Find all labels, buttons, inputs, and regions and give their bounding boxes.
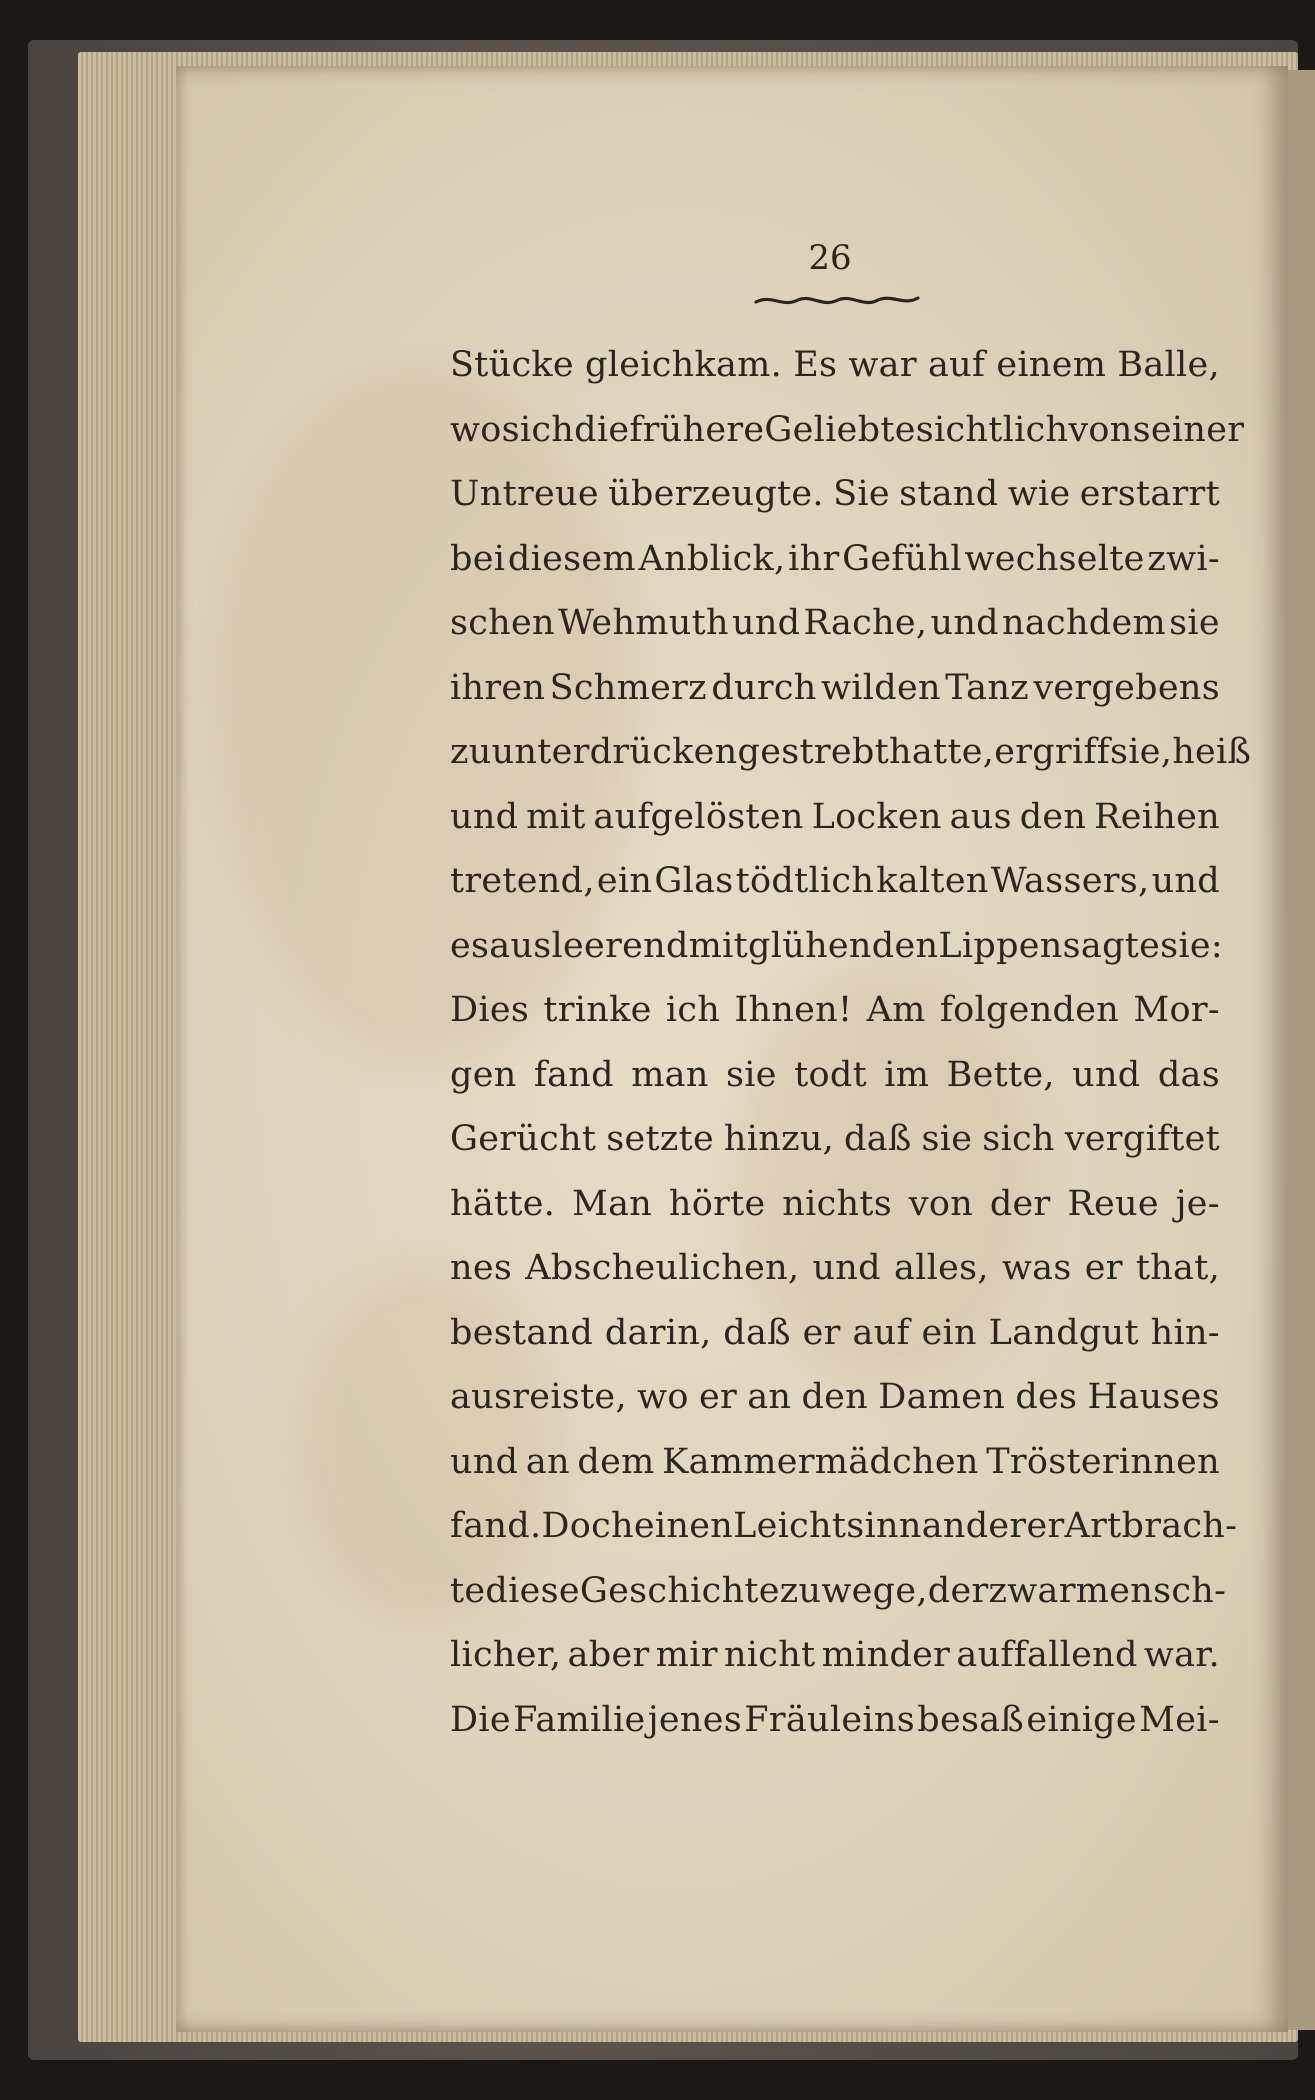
text-line	[450, 345, 1220, 410]
word: hatte,	[889, 732, 995, 772]
word: Mei-	[1139, 1699, 1220, 1740]
word: mir	[655, 1635, 718, 1675]
word: an	[525, 1441, 570, 1482]
word: ein	[921, 1312, 977, 1353]
word: nicht	[723, 1635, 816, 1675]
word: Tanz	[945, 667, 1029, 708]
word: und	[450, 1441, 519, 1482]
word: einem	[996, 345, 1107, 385]
word: den	[1019, 796, 1087, 837]
word: ich	[665, 990, 721, 1030]
word: mensch-	[1075, 1570, 1227, 1611]
word: vergiftet	[1064, 1119, 1220, 1159]
word: Man	[571, 1183, 653, 1224]
word: im	[884, 1054, 930, 1095]
word: sie,	[1109, 732, 1173, 772]
body-text	[450, 345, 1252, 1764]
word: und	[450, 796, 519, 837]
word: ausleerend	[489, 925, 689, 966]
word: einige	[1026, 1699, 1137, 1740]
text-line	[450, 1248, 1220, 1313]
word: fand.	[450, 1506, 542, 1546]
word: kalten	[876, 861, 989, 901]
word: glühenden	[748, 925, 939, 966]
word: Geliebte	[764, 409, 916, 450]
word: unterdrücken	[491, 732, 738, 772]
word: Leichtsinn	[733, 1506, 922, 1546]
text-line	[450, 474, 1220, 539]
word: sagte	[1062, 925, 1161, 966]
word: nes	[450, 1248, 513, 1288]
word: von	[908, 1183, 974, 1224]
word: diesem	[507, 538, 636, 579]
word: diese	[485, 1570, 580, 1611]
word: sie	[726, 1054, 777, 1095]
text-line	[450, 1506, 1238, 1571]
word: aber	[567, 1635, 650, 1675]
word: wo	[637, 1377, 689, 1417]
word: Glas	[654, 861, 734, 901]
text-line	[450, 990, 1220, 1055]
word: mit	[526, 796, 586, 837]
word: hörte	[668, 1183, 766, 1224]
text-line	[450, 861, 1220, 926]
word: Am	[866, 990, 926, 1030]
word: Art	[1064, 1506, 1122, 1546]
word: heiß	[1172, 732, 1252, 772]
word: ausreiste,	[450, 1377, 627, 1417]
text-line	[450, 925, 1224, 991]
word: zwar	[988, 1570, 1076, 1611]
word: wechselte	[964, 538, 1145, 579]
word: Balle,	[1117, 345, 1220, 385]
word: vergebens	[1033, 667, 1220, 708]
word: Gerücht	[450, 1119, 597, 1159]
text-line	[450, 1055, 1220, 1120]
word: Reue	[1067, 1183, 1159, 1224]
word: gestrebt	[737, 732, 889, 772]
word: Ihnen!	[734, 990, 853, 1030]
word: hin-	[1150, 1312, 1220, 1353]
word: folgenden	[939, 990, 1120, 1030]
word: nachdem	[1002, 603, 1167, 643]
word: besaß	[917, 1699, 1025, 1740]
word: alles,	[893, 1248, 989, 1288]
word: aus	[949, 796, 1012, 837]
text-line	[450, 668, 1220, 733]
word: tödtlich	[735, 861, 875, 901]
word: Fräuleins	[744, 1699, 915, 1740]
word: und	[1072, 1054, 1141, 1095]
word: wilden	[821, 667, 941, 708]
word: einen	[633, 1506, 734, 1546]
word: auffallend	[956, 1635, 1138, 1675]
word: Locken	[811, 796, 942, 837]
word: Rache,	[803, 603, 928, 643]
word: man	[631, 1054, 709, 1095]
word: bei	[450, 538, 506, 579]
word: seiner	[1132, 409, 1245, 450]
word: der	[927, 1570, 989, 1611]
text-line	[450, 1700, 1220, 1765]
word: von	[1068, 409, 1133, 450]
word: hinzu,	[723, 1119, 835, 1159]
word: Wehmuth	[558, 603, 729, 643]
word: daß	[844, 1119, 912, 1159]
text-line	[450, 1119, 1220, 1184]
word: war.	[1143, 1635, 1220, 1675]
word: Wassers,	[990, 861, 1150, 901]
word: fand	[533, 1054, 614, 1095]
word: gleichkam.	[585, 345, 783, 385]
word: Es	[793, 345, 838, 385]
word: Anblick,	[638, 538, 786, 579]
word: Lippen	[938, 925, 1063, 966]
word: Untreue	[450, 474, 599, 514]
word: wie	[1007, 474, 1071, 514]
word: trinke	[543, 990, 652, 1030]
word: und	[731, 603, 801, 643]
word: that,	[1135, 1248, 1220, 1288]
word: Familie	[513, 1699, 646, 1740]
word: war	[848, 345, 917, 385]
word: die	[574, 409, 630, 450]
text-line	[450, 1442, 1220, 1507]
word: sichtlich	[915, 409, 1069, 450]
word: jenes	[647, 1699, 743, 1740]
word: an	[747, 1377, 792, 1417]
word: auf	[928, 345, 986, 385]
word: Stücke	[450, 345, 574, 385]
word: setzte	[606, 1119, 714, 1159]
word: Doch	[541, 1506, 634, 1546]
word: auf	[852, 1312, 910, 1353]
word: zu	[450, 732, 492, 772]
text-line	[450, 1184, 1220, 1249]
word: Bette,	[946, 1054, 1055, 1095]
word: Trösterinnen	[986, 1441, 1220, 1482]
word: Kammermädchen	[662, 1441, 979, 1482]
word: Landgut	[988, 1312, 1139, 1353]
word: sich	[982, 1119, 1055, 1159]
word: zwi-	[1147, 538, 1220, 579]
text-line	[450, 1635, 1220, 1700]
word: minder	[821, 1635, 951, 1675]
word: Sie	[833, 474, 890, 514]
word: er	[1084, 1248, 1123, 1288]
word: ihr	[788, 538, 840, 579]
word: gen	[450, 1054, 517, 1095]
word: ihren	[450, 667, 546, 708]
word: was	[1001, 1248, 1072, 1288]
word: licher,	[450, 1635, 562, 1675]
word: stand	[899, 474, 999, 514]
word: es	[450, 925, 490, 966]
word: frühere	[629, 409, 765, 450]
word: sie:	[1160, 925, 1224, 966]
word: Schmerz	[549, 667, 707, 708]
word: durch	[711, 667, 817, 708]
word: darin,	[604, 1312, 712, 1353]
word: er	[698, 1377, 737, 1417]
word: schen	[450, 603, 555, 643]
text-line	[450, 732, 1252, 797]
word: Mor-	[1133, 990, 1220, 1030]
text-line	[450, 1570, 1227, 1636]
text-line	[450, 539, 1220, 604]
word: Dies	[450, 990, 530, 1030]
word: Gefühl	[842, 538, 962, 579]
text-line	[450, 797, 1220, 862]
word: dem	[577, 1441, 655, 1482]
word: der	[989, 1183, 1051, 1224]
word: und	[930, 603, 999, 643]
word: und	[1151, 861, 1220, 901]
word: sie	[921, 1119, 973, 1159]
word: erstarrt	[1079, 474, 1220, 514]
word: tretend,	[450, 861, 595, 901]
word: ein	[596, 861, 653, 901]
word: mit	[688, 925, 749, 966]
word: anderer	[921, 1506, 1065, 1546]
word: das	[1157, 1054, 1220, 1095]
word: sich	[501, 409, 575, 450]
word: todt	[794, 1054, 867, 1095]
word: er	[802, 1312, 841, 1353]
word: nichts	[782, 1183, 892, 1224]
word: Geschichte	[579, 1570, 780, 1611]
word: te	[450, 1570, 486, 1611]
word: zuwege,	[779, 1570, 928, 1611]
text-line	[450, 1377, 1220, 1442]
next-page-edge	[1288, 70, 1315, 2030]
word: Damen	[878, 1377, 1006, 1417]
text-line	[450, 1313, 1220, 1378]
word: je-	[1175, 1183, 1220, 1224]
word: daß	[723, 1312, 791, 1353]
word: Hauses	[1087, 1377, 1220, 1417]
word: wo	[450, 409, 502, 450]
word: hätte.	[450, 1183, 556, 1224]
text-line	[450, 409, 1245, 475]
word: und	[812, 1248, 881, 1288]
word: Reihen	[1094, 796, 1220, 837]
word: Die	[450, 1699, 511, 1740]
word: aufgelösten	[593, 796, 804, 837]
word: den	[801, 1377, 869, 1417]
word: brach-	[1121, 1506, 1238, 1546]
word: überzeugte.	[608, 474, 824, 514]
word: des	[1015, 1377, 1078, 1417]
word: sie	[1169, 603, 1220, 643]
page-number: 26	[808, 238, 852, 278]
word: bestand	[450, 1312, 594, 1353]
word: ergriff	[994, 732, 1110, 772]
ornament-divider	[752, 290, 922, 312]
word: Abscheulichen,	[525, 1248, 800, 1288]
text-line	[450, 603, 1220, 668]
